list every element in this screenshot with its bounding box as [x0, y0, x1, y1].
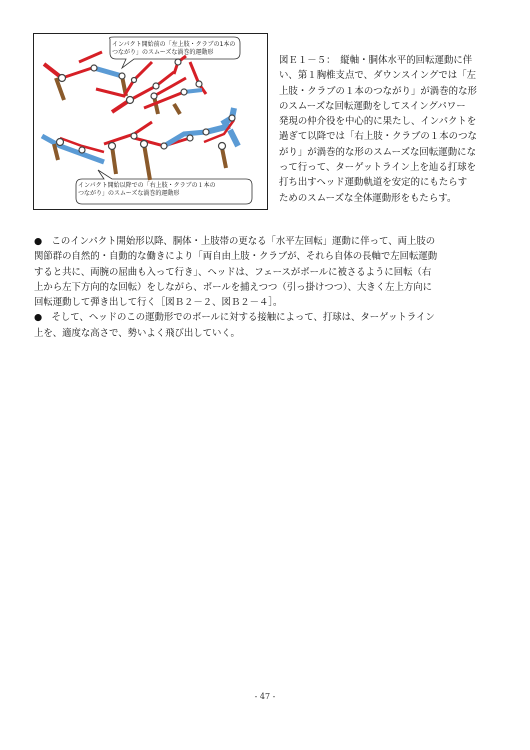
body-text	[34, 234, 504, 341]
caption-line: 過ぎて以降では「右上肢・クラブの１本のつな	[279, 131, 477, 143]
callout-bottom-line: つながり」のスムーズな渦巻的運動形	[78, 190, 180, 197]
body-line: 上を、適度な高さで、勢いよく飛び出していく。	[34, 327, 240, 339]
caption-line: 打ち出すヘッド運動軌道を安定的にもたらす	[279, 177, 468, 189]
callout-top-line: つながり」のスムーズな渦巻的運動形	[112, 49, 214, 56]
caption-line: 発現の仲介役を中心的に果たし、インパクトを	[279, 116, 477, 128]
callout-top	[112, 41, 235, 57]
body-line: ● そして、ヘッドのこの運動形でのボールに対する接触によって、打球は、ターゲットライン	[34, 312, 435, 324]
page-number: - 47 -	[254, 692, 276, 701]
caption-line: い、第１胸椎支点で、ダウンスイングでは「左	[279, 70, 477, 82]
caption-line: って行って、ターゲットライン上を辿る打球を	[279, 162, 477, 174]
body-line: ● このインパクト開始形以降、胴体・上肢帯の更なる「水平左回転」運動に伴って、両上肢の	[34, 236, 436, 247]
callout-bottom-line: インパクト開始以降での「右上肢・クラブの１本の	[78, 182, 216, 189]
body-line: 上から左下方向的な回転）をしながら、ボールを捕えつつ（引っ掛けつつ）、大きく左上方向に	[34, 281, 433, 293]
body-line: すると共に、両腕の屈曲も入って行き」、ヘッドは、フェースがボールに被さるように回転（右	[34, 266, 432, 278]
callout-bottom	[78, 182, 216, 198]
figure-caption	[279, 53, 501, 206]
caption-line: 上肢・クラブの１本のつながり」が渦巻的な形	[279, 85, 477, 97]
body-line: 関節群の自然的・自動的な働きにより「両自由上肢・クラブが、それら自体の長軸で左回転運動	[34, 251, 438, 263]
callout-top-line: インパクト開始前の「左上肢・クラブの1本の	[112, 41, 236, 48]
body-line: 回転運動して弾き出して行く［図Ｂ２－２、図Ｂ２－４］。	[34, 297, 283, 309]
caption-line: がり」が渦巻的な形のスムーズな回転運動にな	[279, 146, 476, 158]
caption-line: のスムーズな回転運動をしてスイングパワー	[279, 100, 466, 112]
caption-line: ためのスムーズな全体運動形をもたらす。	[279, 192, 457, 204]
swing-figure	[33, 33, 268, 210]
lower-joints	[57, 115, 236, 153]
caption-line: 図Ｅ１－５： 縦軸・胴体水平的回転運動に伴	[279, 55, 473, 66]
